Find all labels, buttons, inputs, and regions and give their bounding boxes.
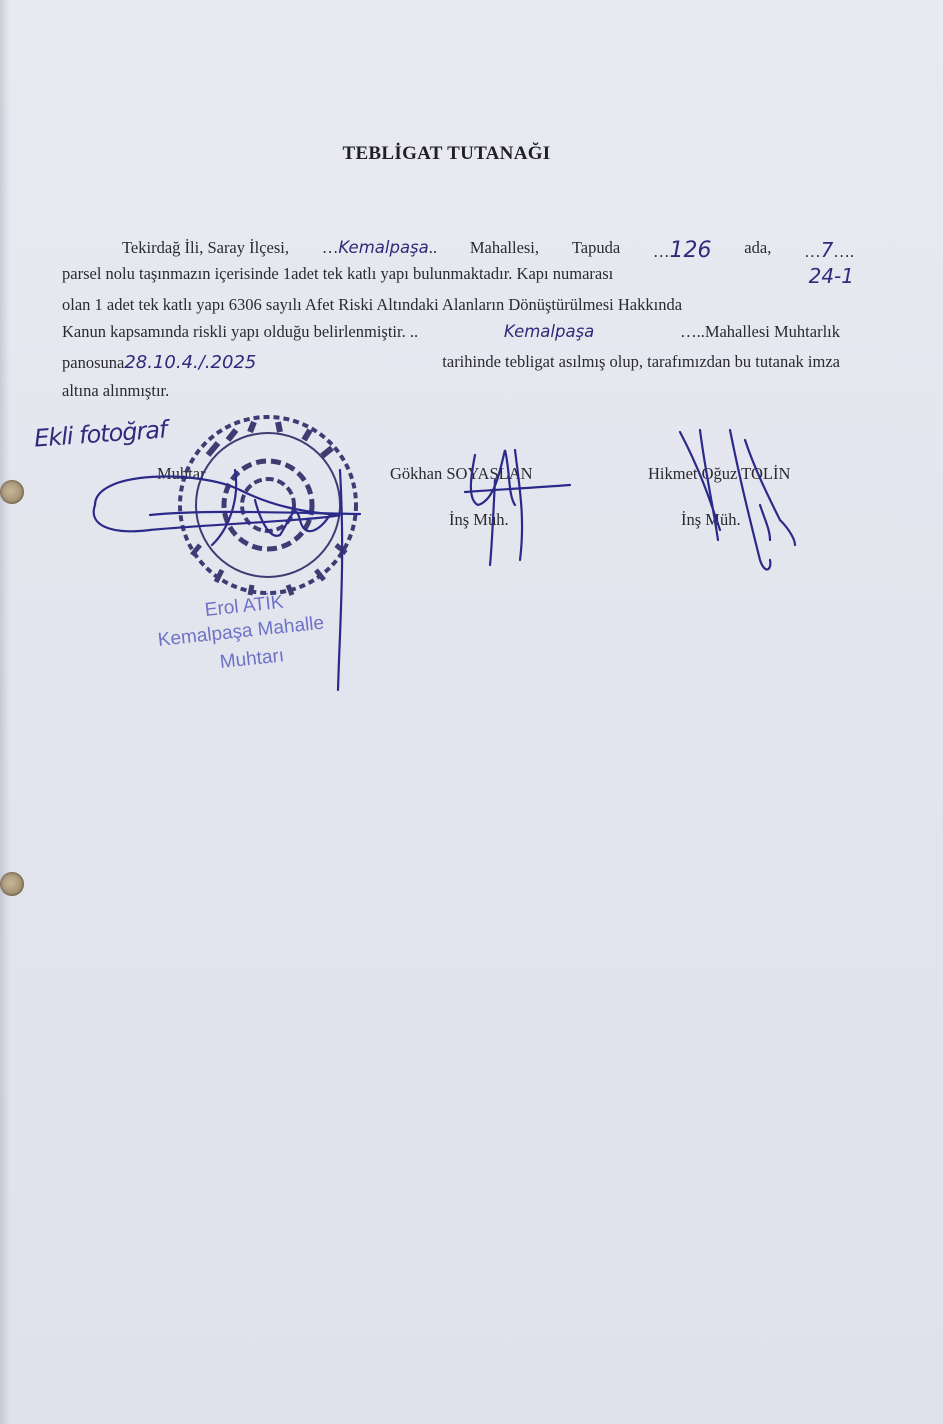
signatory-2-name: Gökhan SOYASLAN (390, 464, 533, 483)
stamp-line-3: Muhtarı (218, 645, 286, 673)
line1-text-a: Tekirdağ İli, Saray İlçesi, (122, 238, 289, 257)
paragraph-line-2 (62, 264, 854, 288)
page-edge-shadow (0, 0, 10, 1424)
line2-text: parsel nolu taşınmazın içerisinde 1adet tek katlı yapı bulunmaktadır. Kapı numarası (62, 264, 614, 283)
stamp-name: Erol ATİK (203, 591, 285, 621)
punch-hole-top (0, 480, 24, 504)
paragraph-line-3: olan 1 adet tek katlı yapı 6306 sayılı Afet Riski Altındaki Alanların Dönüştürülmesi Hakkında (62, 295, 683, 314)
handwritten-ada: 126 (669, 238, 712, 263)
line5-text-b: tarihinde tebligat asılmış olup, tarafımızdan bu tutanak imza (442, 352, 840, 371)
signatory-3-title: İnş Müh. (681, 510, 741, 529)
paragraph-line-6: altına alınmıştır. (62, 381, 170, 400)
handwritten-mahalle-2: Kemalpaşa (503, 322, 595, 341)
line4-text-a: Kanun kapsamında riskli yapı olduğu belirlenmiştir. .. (62, 322, 419, 341)
line1-parsel-field: …7…. (804, 238, 854, 262)
handwritten-date: 28.10.4./.2025 (124, 352, 257, 373)
signatory-3-name: Hikmet Oğuz TOLİN (648, 464, 791, 483)
punch-hole-bottom (0, 872, 24, 896)
line1-text-e: ada, (744, 238, 772, 257)
signatory-2-title: İnş Müh. (449, 510, 509, 529)
line1-text-d: Tapuda (571, 238, 621, 257)
paragraph-line-4 (62, 322, 840, 342)
stamp-line-2: Kemalpaşa Mahalle (156, 612, 326, 651)
line1-ada-field: …126 (652, 238, 712, 263)
line5-text-a: panosuna28.10.4./.2025 (62, 352, 257, 373)
document-title: TEBLİGAT TUTANAĞI (342, 143, 551, 164)
line4-text-b: …..Mahallesi Muhtarlık (680, 322, 840, 341)
paragraph-line-5 (62, 352, 840, 373)
paragraph-line-1 (122, 238, 854, 263)
line1-text-c: Mahallesi, (469, 238, 540, 257)
handwritten-mahalle: Kemalpaşa (338, 238, 429, 257)
muhtar-label: Muhtar (157, 464, 206, 483)
handwritten-kapi-no: 24-1 (808, 264, 854, 288)
handwritten-note: Ekli fotoğraf (33, 415, 168, 453)
handwritten-parsel: 7 (820, 238, 834, 262)
line1-mahalle-field: …Kemalpaşa.. (321, 238, 438, 257)
